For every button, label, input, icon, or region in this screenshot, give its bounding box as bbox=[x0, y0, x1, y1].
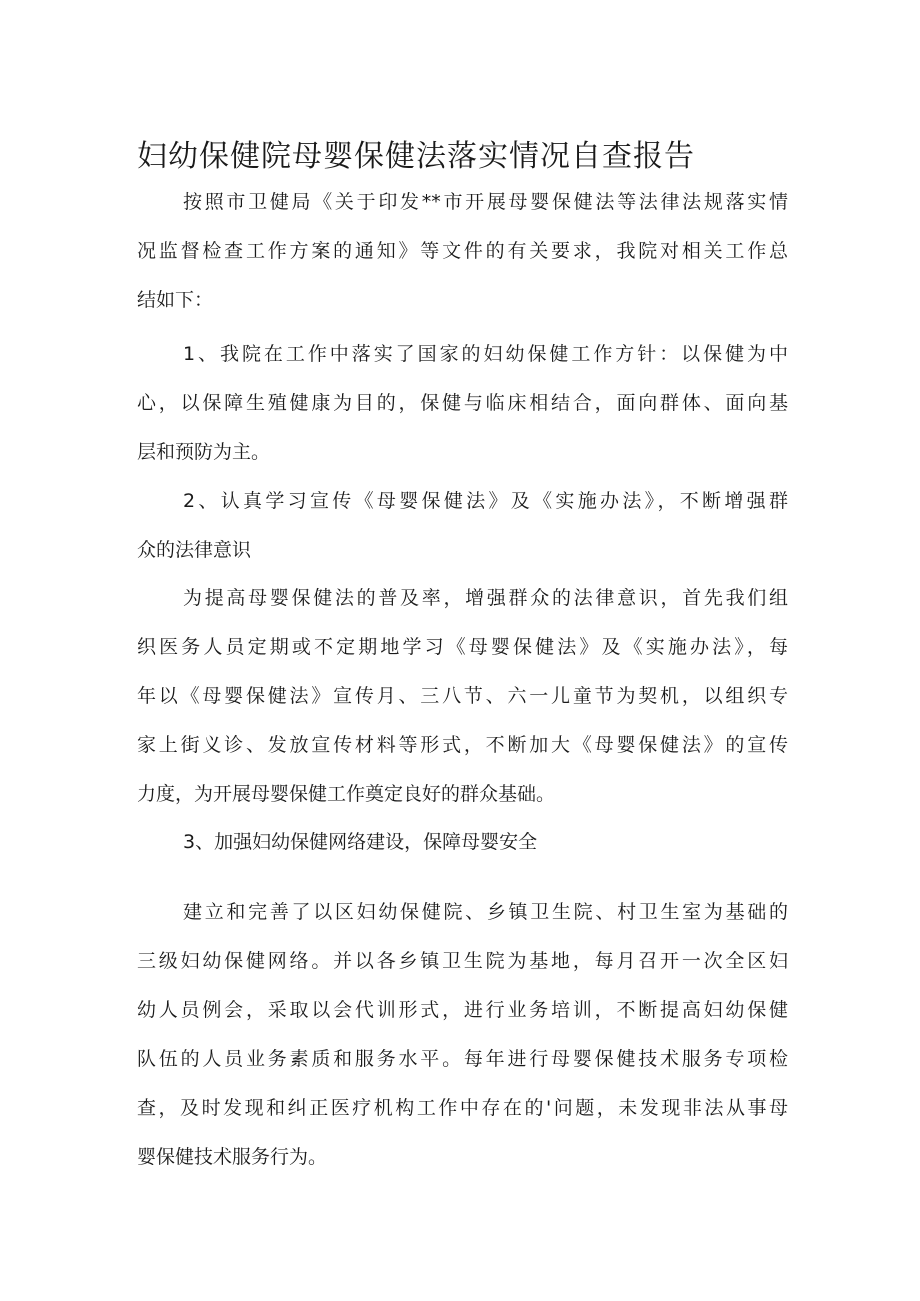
text-line: 建立和完善了以区妇幼保健院、乡镇卫生院、村卫生室为基础的 bbox=[183, 901, 788, 923]
text-line: 查，及时发现和纠正医疗机构工作中存在的'问题，未发现非法从事母 bbox=[137, 1097, 788, 1119]
text-line: 层和预防为主。 bbox=[137, 441, 271, 463]
text-line: 幼人员例会，采取以会代训形式，进行业务培训，不断提高妇幼保健 bbox=[137, 999, 788, 1021]
document-title: 妇幼保健院母婴保健法落实情况自查报告 bbox=[137, 139, 695, 174]
paragraph-item-3 bbox=[137, 818, 788, 867]
text-line: 家上街义诊、发放宣传材料等形式，不断加大《母婴保健法》的宣传 bbox=[137, 734, 788, 756]
text-line: 队伍的人员业务素质和服务水平。每年进行母婴保健技术服务专项检 bbox=[137, 1048, 788, 1070]
text-line: 况监督检查工作方案的通知》等文件的有关要求，我院对相关工作总 bbox=[137, 240, 788, 262]
text-line: 婴保健技术服务行为。 bbox=[137, 1146, 328, 1168]
text-line: 年以《母婴保健法》宣传月、三八节、六一儿童节为契机，以组织专 bbox=[137, 685, 788, 707]
paragraph-item-3-body bbox=[137, 888, 788, 1182]
text-line: 心，以保障生殖健康为目的，保健与临床相结合，面向群体、面向基 bbox=[137, 392, 788, 414]
text-line: 3、加强妇幼保健网络建设，保障母婴安全 bbox=[183, 831, 538, 853]
text-line: 1、我院在工作中落实了国家的妇幼保健工作方针：以保健为中 bbox=[183, 343, 788, 365]
paragraph-item-2 bbox=[137, 477, 788, 575]
paragraph-item-1 bbox=[137, 330, 788, 477]
text-line: 按照市卫健局《关于印发**市开展母婴保健法等法律法规落实情 bbox=[183, 191, 788, 213]
paragraph-item-2-body bbox=[137, 574, 788, 819]
text-line: 为提高母婴保健法的普及率，增强群众的法律意识，首先我们组 bbox=[183, 587, 788, 609]
text-line: 结如下： bbox=[137, 289, 214, 311]
text-line: 力度，为开展母婴保健工作奠定良好的群众基础。 bbox=[137, 783, 556, 805]
paragraph-intro bbox=[137, 178, 788, 325]
text-line: 织医务人员定期或不定期地学习《母婴保健法》及《实施办法》，每 bbox=[137, 636, 788, 658]
text-line: 众的法律意识 bbox=[137, 539, 252, 561]
text-line: 三级妇幼保健网络。并以各乡镇卫生院为基地，每月召开一次全区妇 bbox=[137, 950, 788, 972]
text-line: 2、认真学习宣传《母婴保健法》及《实施办法》，不断增强群 bbox=[183, 490, 788, 512]
